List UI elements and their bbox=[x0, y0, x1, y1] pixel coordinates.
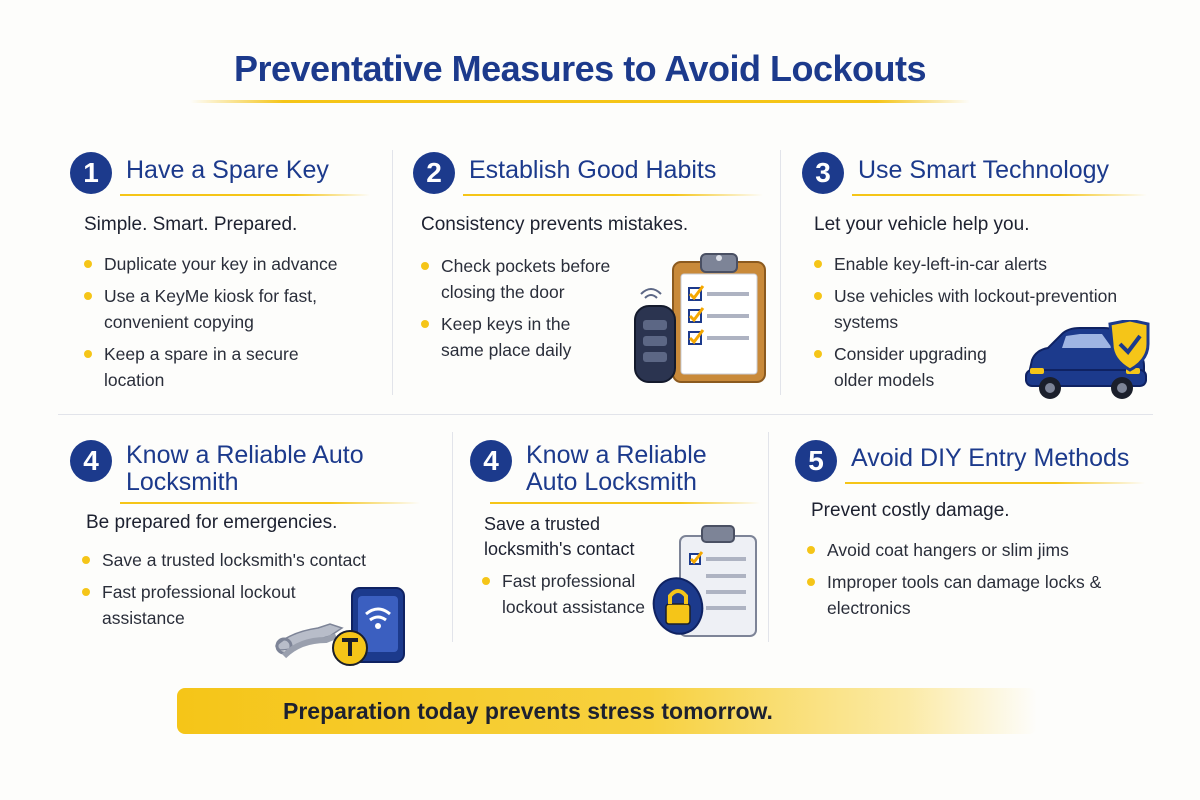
bullet-dot-icon bbox=[82, 588, 90, 596]
number-badge: 5 bbox=[795, 440, 837, 482]
car-shield-icon bbox=[1022, 320, 1152, 402]
card-locksmith-middle bbox=[470, 440, 760, 670]
bullet-dot-icon bbox=[421, 262, 429, 270]
card-title: Use Smart Technology bbox=[858, 156, 1110, 184]
bullet-item: Keep keys in the same place daily bbox=[421, 311, 611, 363]
bullet-list bbox=[807, 537, 1157, 627]
bullet-list bbox=[482, 568, 672, 626]
bullet-list bbox=[84, 251, 384, 399]
header-underline bbox=[120, 502, 420, 504]
column-divider bbox=[780, 150, 781, 395]
card-subtitle: Let your vehicle help you. bbox=[814, 214, 1030, 235]
banner-text: Preparation today prevents stress tomorrow. bbox=[283, 697, 773, 724]
bullet-item: Consider upgrading older models bbox=[814, 341, 1024, 393]
card-title: Have a Spare Key bbox=[126, 156, 329, 184]
title-underline bbox=[190, 100, 970, 103]
bullet-item: Avoid coat hangers or slim jims bbox=[807, 537, 1157, 563]
bullet-dot-icon bbox=[807, 578, 815, 586]
number-badge: 3 bbox=[802, 152, 844, 194]
bullet-item: Improper tools can damage locks & electronics bbox=[807, 569, 1147, 621]
bullet-dot-icon bbox=[82, 556, 90, 564]
clipboard-checklist-icon bbox=[631, 250, 776, 390]
bullet-item: Enable key-left-in-car alerts bbox=[814, 251, 1164, 277]
card-smart-technology bbox=[802, 152, 1162, 402]
page-title: Preventative Measures to Avoid Lockouts bbox=[233, 48, 927, 89]
card-avoid-diy bbox=[795, 440, 1165, 670]
card-subtitle: Consistency prevents mistakes. bbox=[421, 214, 689, 235]
card-subtitle: Prevent costly damage. bbox=[811, 500, 1010, 521]
card-title: Know a Reliable Auto Locksmith bbox=[126, 441, 364, 496]
row-divider bbox=[58, 414, 1153, 415]
footer-banner bbox=[177, 688, 1037, 734]
bullet-dot-icon bbox=[84, 350, 92, 358]
bullet-list bbox=[421, 253, 651, 369]
column-divider bbox=[392, 150, 393, 395]
header-underline bbox=[852, 194, 1147, 196]
bullet-item: Save a trusted locksmith's contact bbox=[82, 547, 427, 573]
card-subtitle: Be prepared for emergencies. bbox=[86, 512, 338, 533]
bullet-item: Check pockets before closing the door bbox=[421, 253, 651, 305]
bullet-item: Keep a spare in a secure location bbox=[84, 341, 344, 393]
bullet-dot-icon bbox=[814, 292, 822, 300]
bullet-dot-icon bbox=[814, 350, 822, 358]
bullet-item: Use vehicles with lockout-prevention systems bbox=[814, 283, 1159, 335]
card-title: Establish Good Habits bbox=[469, 156, 717, 184]
bullet-dot-icon bbox=[814, 260, 822, 268]
number-badge: 4 bbox=[470, 440, 512, 482]
number-badge: 4 bbox=[70, 440, 112, 482]
bullet-dot-icon bbox=[421, 320, 429, 328]
clipboard-lock-icon bbox=[650, 524, 760, 642]
bullet-item: Use a KeyMe kiosk for fast, convenient copying bbox=[84, 283, 324, 335]
header-underline bbox=[463, 194, 763, 196]
column-divider bbox=[452, 432, 453, 642]
header-underline bbox=[120, 194, 370, 196]
card-subtitle: Save a trusted locksmith's contact bbox=[484, 514, 635, 559]
bullet-item: Fast professional lockout assistance bbox=[82, 579, 332, 631]
card-spare-key bbox=[70, 152, 380, 402]
header-underline bbox=[845, 482, 1145, 484]
bullet-dot-icon bbox=[84, 292, 92, 300]
bullet-item: Fast professional lockout assistance bbox=[482, 568, 672, 620]
number-badge: 1 bbox=[70, 152, 112, 194]
card-good-habits bbox=[413, 152, 773, 402]
keys-phone-icon bbox=[270, 584, 410, 668]
bullet-dot-icon bbox=[807, 546, 815, 554]
bullet-dot-icon bbox=[84, 260, 92, 268]
card-title: Avoid DIY Entry Methods bbox=[851, 444, 1130, 472]
column-divider bbox=[768, 432, 769, 642]
card-locksmith-left bbox=[70, 440, 430, 670]
card-subtitle: Simple. Smart. Prepared. bbox=[84, 214, 298, 235]
bullet-item: Duplicate your key in advance bbox=[84, 251, 384, 277]
bullet-dot-icon bbox=[482, 577, 490, 585]
number-badge: 2 bbox=[413, 152, 455, 194]
header-underline bbox=[490, 502, 760, 504]
card-title: Know a Reliable Auto Locksmith bbox=[526, 441, 707, 496]
